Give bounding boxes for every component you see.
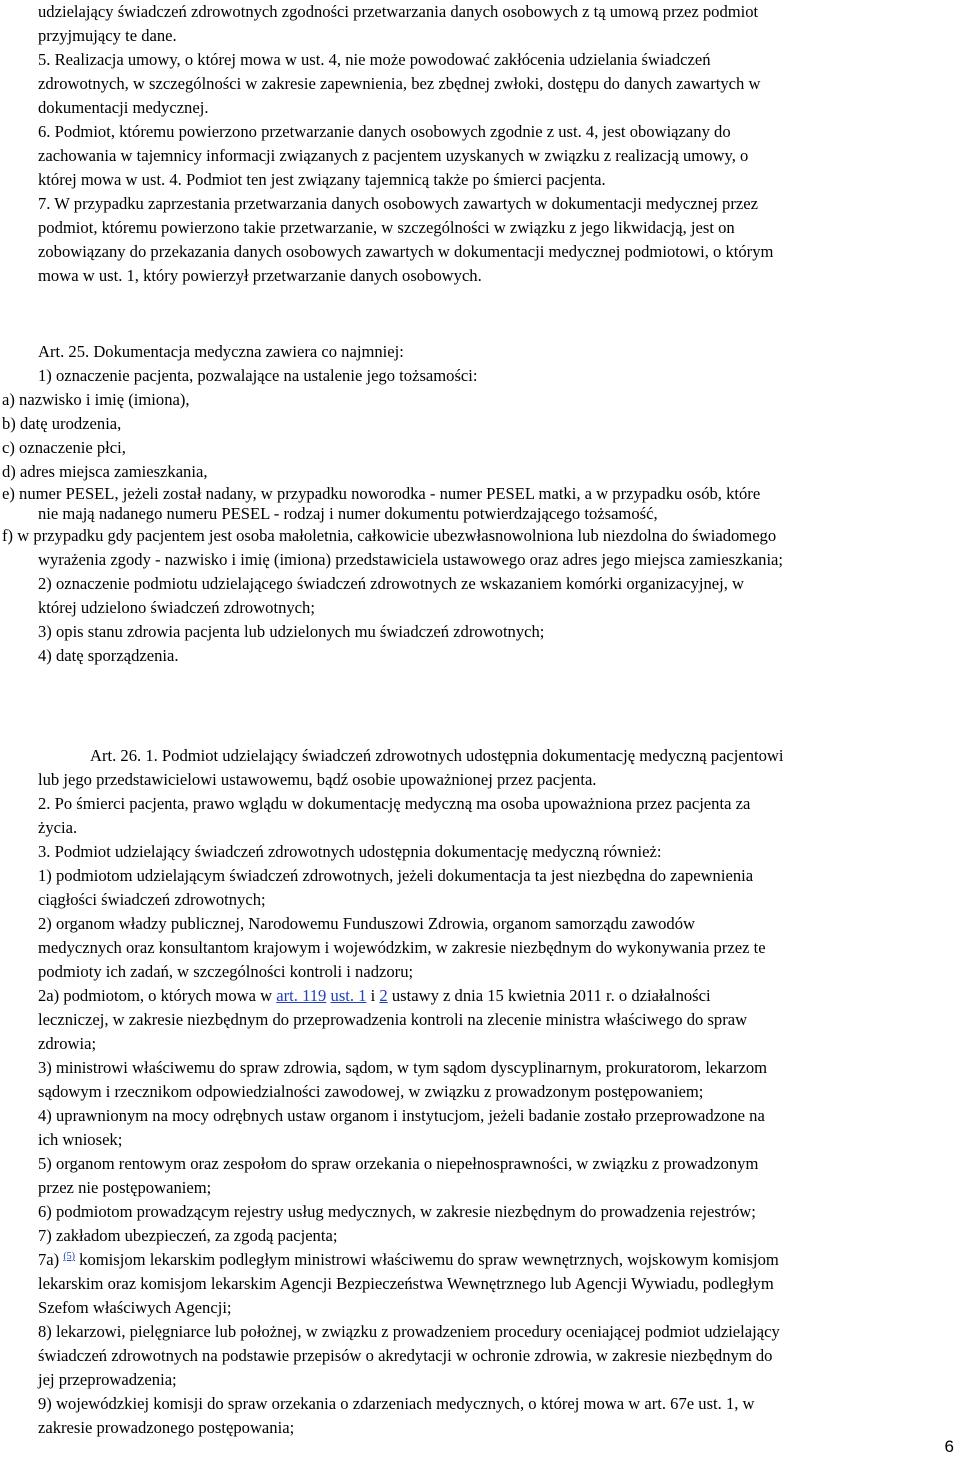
text-line: udzielający świadczeń zdrowotnych zgodności przetwarzania danych osobowych z tą umową przez podmiot <box>38 2 759 21</box>
article-intro: Dokumentacja medyczna zawiera co najmniej: <box>89 342 404 361</box>
text-line: przyjmujący te dane. <box>38 26 177 45</box>
list-item-continuation: lekarskim oraz komisjom lekarskim Agencji Bezpieczeństwa Wewnętrznego lub Agencji Wywiadu, podległym <box>38 1274 774 1293</box>
list-item: 4) uprawnionym na mocy odrębnych ustaw organom i instytucjom, jeżeli badanie zostało przeprowadzone na <box>38 1106 765 1125</box>
text-line: zdrowotnych, w szczególności w zakresie zapewnienia, bez zbędnej zwłoki, dostępu do danych zawartych w <box>38 74 761 93</box>
text-line: zachowania w tajemnicy informacji związanych z pacjentem uzyskanych w związku z realizacją umowy, o <box>38 146 749 165</box>
list-item-text: i <box>366 986 380 1005</box>
text-line: życia. <box>38 818 78 837</box>
article-heading: Art. 26. <box>90 746 142 765</box>
list-item: 2) organom władzy publicznej, Narodowemu Funduszowi Zdrowia, organom samorządu zawodów <box>38 914 695 933</box>
list-item-continuation: podmioty ich zadań, w szczególności kontroli i nadzoru; <box>38 962 414 981</box>
list-item: 3) ministrowi właściwemu do spraw zdrowia, sądom, w tym sądom dyscyplinarnym, prokuratorom, lekarzom <box>38 1058 768 1077</box>
list-item: 2) oznaczenie podmiotu udzielającego świadczeń zdrowotnych ze wskazaniem komórki organizacyjnej, w <box>38 574 745 593</box>
text-line: 3. Podmiot udzielający świadczeń zdrowotnych udostępnia dokumentację medyczną również: <box>38 842 662 861</box>
list-item-continuation: medycznych oraz konsultantom krajowym i wojewódzkim, w zakresie niezbędnym do wykonywania przez te <box>38 938 766 957</box>
art-26-heading-line <box>90 746 784 766</box>
list-item: b) datę urodzenia, <box>2 414 122 433</box>
footnote-ref-link[interactable]: (5) <box>63 1251 76 1262</box>
text-line: 7. W przypadku zaprzestania przetwarzania danych osobowych zawartych w dokumentacji medycznej przez <box>38 194 758 213</box>
list-item-text: ustawy z dnia 15 kwietnia 2011 r. o działalności <box>387 986 711 1005</box>
list-item-continuation: której udzielono świadczeń zdrowotnych; <box>38 598 315 617</box>
page-number: 6 <box>944 1437 954 1456</box>
list-item: 7) zakładom ubezpieczeń, za zgodą pacjenta; <box>38 1226 338 1245</box>
list-item-continuation: zakresie prowadzonego postępowania; <box>38 1418 295 1437</box>
text-line: lub jego przedstawicielowi ustawowemu, bądź osobie upoważnionej przez pacjenta. <box>38 770 597 789</box>
list-item: 1) podmiotom udzielającym świadczeń zdrowotnych, jeżeli dokumentacja ta jest niezbędna do zapewnienia <box>38 866 754 885</box>
list-item: a) nazwisko i imię (imiona), <box>2 390 190 409</box>
list-item-continuation: nie mają nadanego numeru PESEL - rodzaj i numer dokumentu potwierdzającego tożsamość, <box>38 504 658 523</box>
link-2[interactable]: 2 <box>379 986 388 1005</box>
text-line: dokumentacji medycznej. <box>38 98 209 117</box>
link-ust-1[interactable]: ust. 1 <box>330 986 367 1005</box>
text-line: 2. Po śmierci pacjenta, prawo wglądu w dokumentację medyczną ma osoba upoważniona przez pacjenta za <box>38 794 751 813</box>
list-item-2a <box>38 986 711 1006</box>
text-line: 6. Podmiot, któremu powierzono przetwarzanie danych osobowych zgodnie z ust. 4, jest obowiązany do <box>38 122 731 141</box>
list-item-continuation: Szefom właściwych Agencji; <box>38 1298 232 1317</box>
link-art-119[interactable]: art. 119 <box>276 986 327 1005</box>
list-item: 6) podmiotom prowadzącym rejestry usług medycznych, w zakresie niezbędnym do prowadzenia rejestrów; <box>38 1202 756 1221</box>
list-item: 3) opis stanu zdrowia pacjenta lub udzielonych mu świadczeń zdrowotnych; <box>38 622 545 641</box>
list-item: 1) oznaczenie pacjenta, pozwalające na ustalenie jego tożsamości: <box>38 366 478 385</box>
text-line: podmiot, któremu powierzono takie przetwarzanie, w szczególności w związku z jego likwidacją, jest on <box>38 218 735 237</box>
text-line: zobowiązany do przekazania danych osobowych zawartych w dokumentacji medycznej podmiotowi, o którym <box>38 242 774 261</box>
list-item-text: komisjom lekarskim podległym ministrowi właściwemu do spraw wewnętrznych, wojskowym komisjom <box>75 1250 779 1269</box>
list-item: f) w przypadku gdy pacjentem jest osoba małoletnia, całkowicie ubezwłasnowolniona lub niezdolna do świadomego <box>2 526 777 545</box>
art-25-heading-line <box>38 342 404 362</box>
list-item: 5) organom rentowym oraz zespołom do spraw orzekania o niepełnosprawności, w związku z prowadzonym <box>38 1154 759 1173</box>
list-item-continuation: świadczeń zdrowotnych na podstawie przepisów o akredytacji w ochronie zdrowia, w zakresie niezbędnym do <box>38 1346 773 1365</box>
list-item-continuation: wyrażenia zgody - nazwisko i imię (imiona) przedstawiciela ustawowego oraz adres jego miejsca zamieszkania; <box>38 550 784 569</box>
text-line: mowa w ust. 1, który powierzył przetwarzanie danych osobowych. <box>38 266 482 285</box>
article-text: 1. Podmiot udzielający świadczeń zdrowotnych udostępnia dokumentację medyczną pacjentowi <box>141 746 784 765</box>
list-item: 8) lekarzowi, pielęgniarce lub położnej, w związku z prowadzeniem procedury oceniającej podmiot udzielający <box>38 1322 780 1341</box>
list-item-continuation: ciągłości świadczeń zdrowotnych; <box>38 890 266 909</box>
list-item: 9) wojewódzkiej komisji do spraw orzekania o zdarzeniach medycznych, o której mowa w art. 67e ust. 1, w <box>38 1394 755 1413</box>
text-line: której mowa w ust. 4. Podmiot ten jest związany tajemnicą także po śmierci pacjenta. <box>38 170 606 189</box>
list-item-7a <box>38 1250 779 1270</box>
list-item: c) oznaczenie płci, <box>2 438 126 457</box>
text-line: 5. Realizacja umowy, o której mowa w ust. 4, nie może powodować zakłócenia udzielania świadczeń <box>38 50 711 69</box>
list-item: d) adres miejsca zamieszkania, <box>2 462 208 481</box>
list-item-continuation: ich wniosek; <box>38 1130 123 1149</box>
list-item-text: 2a) podmiotom, o których mowa w <box>38 986 277 1005</box>
list-item-continuation: przez nie postępowaniem; <box>38 1178 212 1197</box>
list-item: e) numer PESEL, jeżeli został nadany, w przypadku noworodka - numer PESEL matki, a w przypadku osób, które <box>2 484 761 503</box>
list-item-text: 7a) <box>38 1250 64 1269</box>
list-item-continuation: sądowym i rzecznikom odpowiedzialności zawodowej, w związku z prowadzonym postępowaniem; <box>38 1082 704 1101</box>
list-item-continuation: zdrowia; <box>38 1034 97 1053</box>
list-item-continuation: jej przeprowadzenia; <box>38 1370 177 1389</box>
article-heading: Art. 25. <box>38 342 90 361</box>
list-item-continuation: leczniczej, w zakresie niezbędnym do przeprowadzenia kontroli na zlecenie ministra właściwego do spraw <box>38 1010 748 1029</box>
list-item: 4) datę sporządzenia. <box>38 646 179 665</box>
